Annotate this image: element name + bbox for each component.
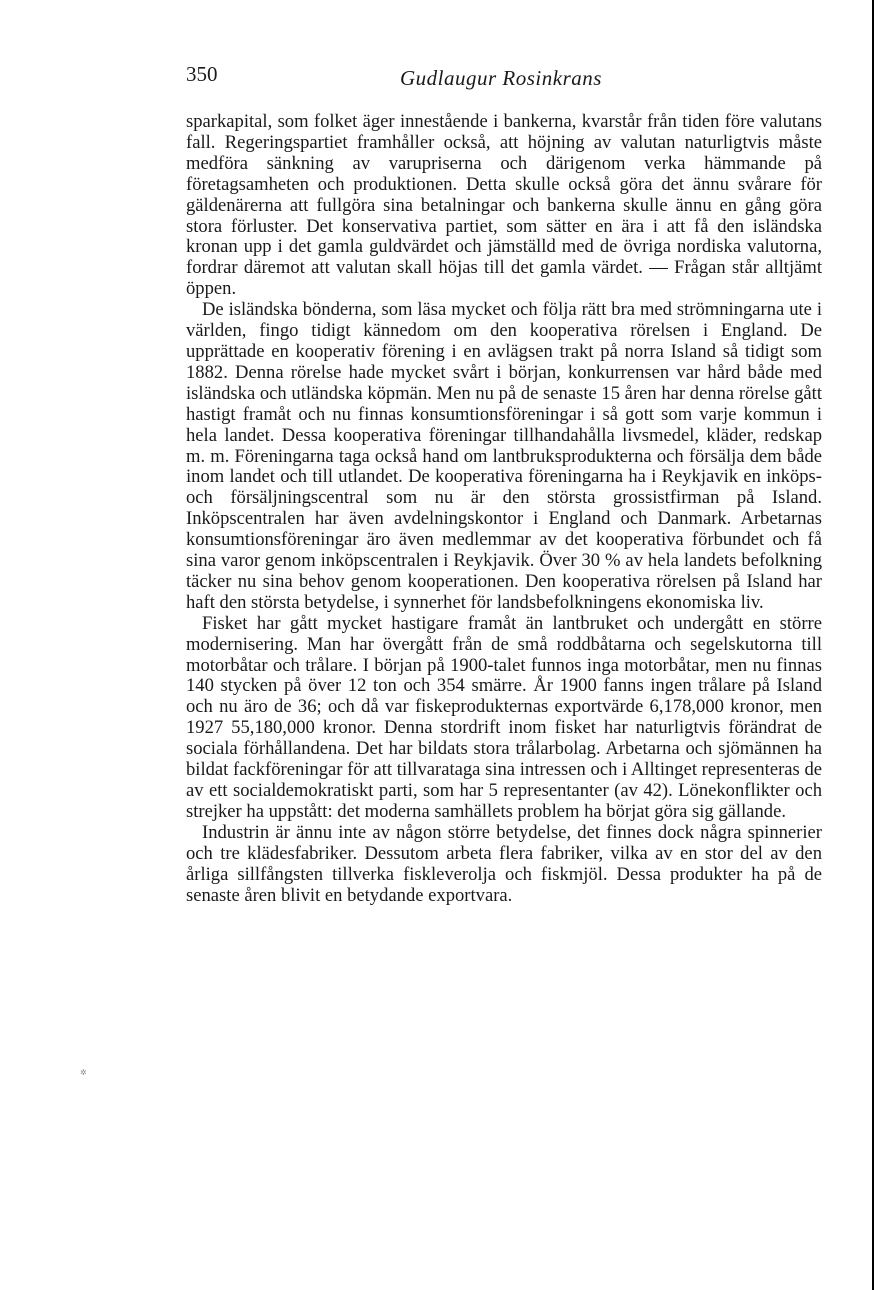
paragraph-fisheries: Fisket har gått mycket hastigare framåt än lantbruket och undergått en större modernisering. Man har övergått från de små roddbåtarna och segelskutorna till motorbåtar och trålare. I början på 1900-talet funnos inga motorbåtar, men nu finnas 140 stycken på över 12 ton och 354 smärre. År 1900 fanns ingen trålare på Island och nu äro de 36; och då var fiskeprodukternas exportvärde 6,178,000 kronor, men 1927 55,180,000 kronor. Denna stordrift inom fisket har naturligtvis förändrat de sociala förhållandena. Det har bildats stora trålarbolag. Arbetarna och sjömännen ha bildat fackföreningar för att tillvarataga sina intressen och i Alltinget representeras de av ett socialdemokratiskt parti, som har 5 representanter (av 42). Lönekonflikter och strejker ha uppstått: det moderna samhällets problem ha börjat göra sig gällande.	[186, 612, 822, 822]
page-number: 350	[186, 62, 218, 86]
page-header	[186, 62, 826, 92]
margin-speck-icon: ✲	[80, 1068, 87, 1077]
paragraph-currency: sparkapital, som folket äger innestående i bankerna, kvarstår från tiden före valutans fall. Regeringspartiet framhåller också, att höjning av valutan naturligtvis måste medföra sänkning av varupriserna och därigenom verka hämmande på företagsamheten och produktionen. Detta skulle också göra det ännu svårare för gäldenärerna att fullgöra sina betalningar och bankerna skulle ännu en gång göra stora förluster. Det konservativa partiet, som sätter en ära i att få den isländska kronan upp i det gamla guldvärdet och jämställd med de övriga nordiska valutorna, fordrar däremot att valutan skall höjas till det gamla värdet. — Frågan står alltjämt öppen.	[186, 111, 822, 300]
body-text	[186, 112, 822, 906]
running-head: Gudlaugur Rosinkrans	[400, 66, 602, 90]
paragraph-cooperatives: De isländska bönderna, som läsa mycket och följa rätt bra med strömningarna ute i världen, fingo tidigt kännedom om den kooperativa rörelsen i England. De upprättade en kooperativ förening i en avlägsen trakt på norra Island så tidigt som 1882. Denna rörelse hade mycket svårt i början, konkurrensen var hård både med isländska och utländska köpmän. Men nu på de senaste 15 åren har denna rörelse gått hastigt framåt och nu finnas konsumtionsföreningar i så gott som varje kommun i hela landet. Dessa kooperativa föreningar tillhandahålla livsmedel, kläder, redskap m. m. Föreningarna taga också hand om lantbruksprodukterna och försälja dem både inom landet och till utlandet. De kooperativa föreningarna ha i Reykjavik en inköps- och försäljningscentral som nu är den största grossistfirman på Island. Inköpscentralen har även avdelningskontor i England och Danmark. Arbetarnas konsumtionsföreningar äro även medlemmar av det kooperativa förbundet och få sina varor genom inköpscentralen i Reykjavik. Över 30 % av hela landets befolkning täcker nu sina behov genom kooperationen. Den kooperativa rörelsen på Island har haft den största betydelse, i synnerhet för landsbefolkningens ekonomiska liv.	[186, 299, 822, 613]
paragraph-industry: Industrin är ännu inte av någon större betydelse, det finnes dock några spinnerier och tre klädesfabriker. Dessutom arbeta flera fabriker, vilka av en stor del av den årliga sillfångsten tillverka fiskleverolja och fiskmjöl. Dessa produkter ha på de senaste åren blivit en betydande exportvara.	[186, 821, 822, 906]
page-edge-line	[872, 0, 874, 1290]
